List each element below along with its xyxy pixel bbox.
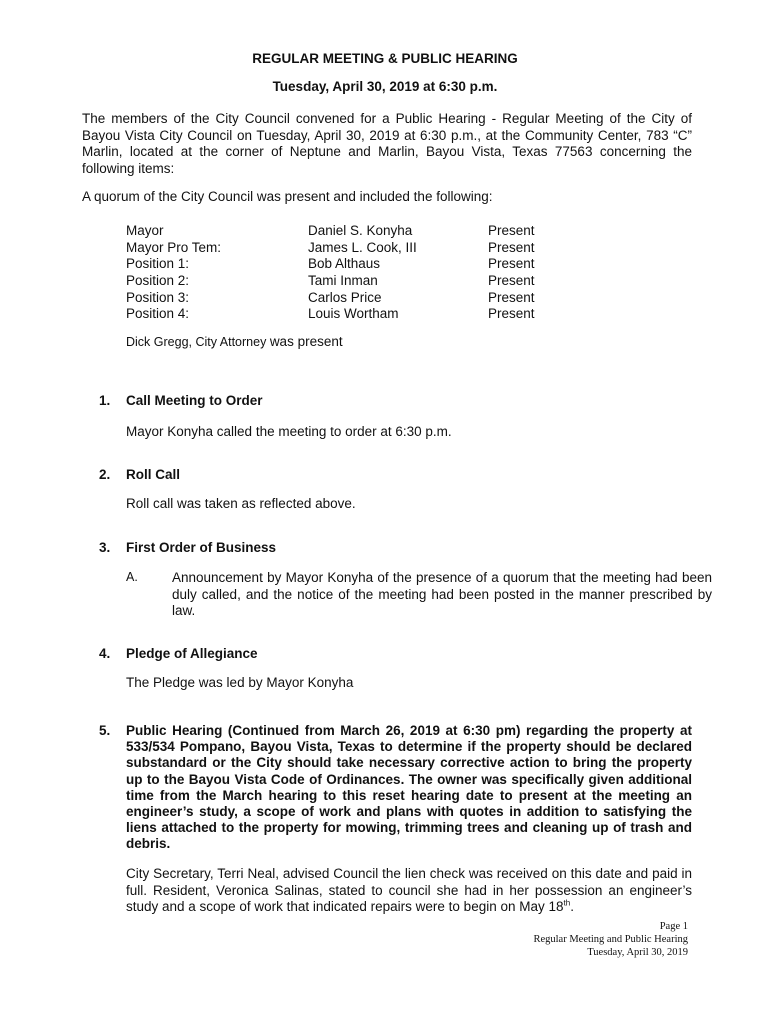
attendance-status: Present (488, 239, 535, 255)
attorney-name: Dick Gregg, City Attorney (126, 335, 267, 349)
document-title: REGULAR MEETING & PUBLIC HEARING (252, 51, 518, 66)
quorum-text: A quorum of the City Council was present and included the following: (82, 189, 493, 204)
intro-paragraph: The members of the City Council convened for a Public Hearing - Regular Meeting of the City of Bayou Vista City Council on Tuesday, April 30, 2019 at 6:30 p.m., at the Community Center, 783 “C” Marlin, located at the corner of Neptune and Marlin, Bayou Vista, Texas 77563 concerning the following items: (82, 111, 692, 176)
sub-item-text: Announcement by Mayor Konyha of the presence of a quorum that the meeting had been duly called, and the notice of the meeting had been posted in the manner prescribed by law. (172, 570, 712, 618)
attendance-status: Present (488, 289, 535, 305)
item-body: The Pledge was led by Mayor Konyha (126, 675, 354, 690)
attendance-position: Position 1: (126, 256, 190, 272)
attendance-status: Present (488, 256, 535, 272)
item-number: 1. (99, 393, 111, 408)
attendance-position: Mayor Pro Tem: (126, 239, 222, 255)
item-body-end: . (570, 899, 574, 914)
attendance-name: Daniel S. Konyha (308, 223, 413, 238)
meeting-date: Tuesday, April 30, 2019 at 6:30 p.m. (272, 79, 498, 94)
item-body (126, 866, 692, 916)
attendance-name: Louis Wortham (308, 306, 399, 322)
item-body-text: City Secretary, Terri Neal, advised Council the lien check was received on this date and paid in full. Resident, Veronica Salinas, stated to council she had in her possession an engineer’s study and a scope of work that indicated repairs were to begin on May 18 (126, 866, 692, 914)
sub-item-letter: A. (126, 570, 138, 584)
attorney-line (126, 334, 343, 349)
item-heading: First Order of Business (126, 540, 277, 555)
attendance-position: Position 2: (126, 273, 190, 289)
footer-meeting-title: Regular Meeting and Public Hearing (533, 934, 688, 945)
item-heading: Pledge of Allegiance (126, 646, 258, 661)
page-footer (533, 920, 688, 959)
item-body: Mayor Konyha called the meeting to order at 6:30 p.m. (126, 424, 452, 439)
item-number: 2. (99, 467, 111, 482)
attendance-status: Present (488, 223, 535, 238)
item-number: 5. (99, 723, 111, 738)
item-number: 3. (99, 540, 111, 555)
attendance-name: Bob Althaus (308, 256, 381, 272)
item-heading: Public Hearing (Continued from March 26, 2019 at 6:30 pm) regarding the property at 533/534 Pompano, Bayou Vista, Texas to determine if the property should be declared substandard or the City should take necessary corrective action to bring the property up to the Bayou Vista Code of Ordinances. The owner was specifically given additional time from the March hearing to this reset hearing date to present at the meeting an engineer’s study, a scope of work and plans with quotes in addition to satisfying the liens attached to the property for mowing, trimming trees and cleaning up of trash and debris. (126, 723, 692, 852)
attendance-name: Carlos Price (308, 289, 382, 305)
page-number: Page 1 (659, 921, 688, 932)
item-heading: Roll Call (126, 467, 181, 482)
attendance-position: Position 3: (126, 289, 190, 305)
attendance-status: Present (488, 273, 535, 289)
item-heading: Call Meeting to Order (126, 393, 263, 408)
attendance-name: Tami Inman (308, 273, 378, 289)
item-number: 4. (99, 646, 111, 661)
attendance-position: Position 4: (126, 306, 190, 322)
ordinal-suffix: th (563, 898, 571, 908)
footer-date: Tuesday, April 30, 2019 (587, 947, 688, 958)
item-body: Roll call was taken as reflected above. (126, 496, 356, 511)
attorney-status: was present (269, 334, 343, 349)
attendance-status: Present (488, 306, 535, 322)
attendance-position: Mayor (126, 223, 164, 238)
attendance-name: James L. Cook, III (308, 239, 417, 255)
